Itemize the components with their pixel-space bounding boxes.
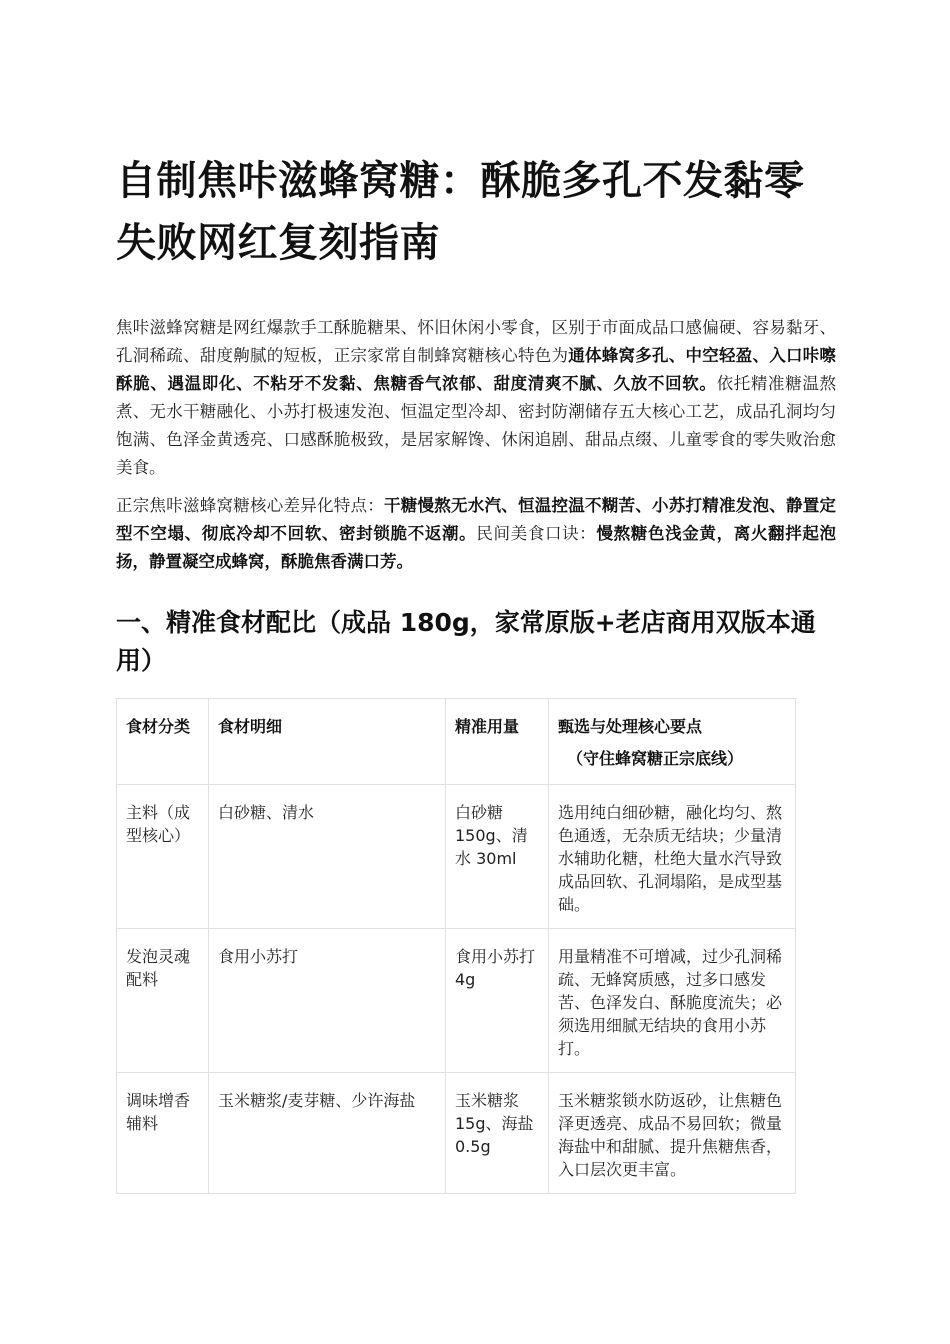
header-category: 食材分类	[117, 699, 209, 785]
cell-tips: 选用纯白细砂糖，融化均匀、熬色通透，无杂质无结块；少量清水辅助化糖，杜绝大量水汽导致成品回软、孔洞塌陷，是成型基础。	[549, 785, 796, 929]
document-title: 自制焦咔滋蜂窝糖：酥脆多孔不发黏零失败网红复刻指南	[116, 158, 805, 266]
intro-p1-text-c: 依托精准糖温熬煮、无水干糖融化、小苏打极速发泡、恒温定型冷却、密封防潮储存五大核心工艺，成品孔洞均匀饱满、色泽金黄透亮、口感酥脆极致，是居家解馋、休闲追剧、甜品点缀、儿童零食的零失败治愈美食。	[116, 374, 837, 477]
section-heading-ingredients: 一、精准食材配比（成品 180g，家常原版+老店商用双版本通用）	[116, 608, 816, 675]
cell-detail: 食用小苏打	[209, 929, 446, 1073]
table-row	[117, 929, 796, 1073]
cell-tips: 玉米糖浆锁水防返砂，让焦糖色泽更透亮、成品不易回软；微量海盐中和甜腻、提升焦糖焦香，入口层次更丰富。	[549, 1073, 796, 1194]
cell-amount: 玉米糖浆 15g、海盐 0.5g	[446, 1073, 549, 1194]
intro-p2-highlight-b: 慢熬糖色浅金黄，离火翻拌起泡扬，静置凝空成蜂窝，酥脆焦香满口芳。	[116, 524, 837, 571]
intro-paragraph-2	[116, 492, 836, 576]
cell-tips: 用量精准不可增减，过少孔洞稀疏、无蜂窝质感，过多口感发苦、色泽发白、酥脆度流失；必须选用细腻无结块的食用小苏打。	[549, 929, 796, 1073]
document-page	[116, 150, 836, 1194]
header-amount: 精准用量	[446, 699, 549, 785]
header-tips	[549, 699, 796, 785]
intro-section	[116, 314, 836, 576]
header-tips-sub: （守住蜂窝糖正宗底线）	[567, 749, 744, 768]
cell-amount: 白砂糖 150g、清水 30ml	[446, 785, 549, 929]
table-row	[117, 785, 796, 929]
header-tips-label: 甄选与处理核心要点	[558, 717, 703, 736]
cell-category: 主料（成型核心）	[117, 785, 209, 929]
intro-p2-highlight-a: 干糖慢熬无水汽、恒温控温不糊苦、小苏打精准发泡、静置定型不空塌、彻底冷却不回软、密封锁脆不返潮。	[116, 496, 836, 543]
intro-p1-highlight: 通体蜂窝多孔、中空轻盈、入口咔嚓酥脆、遇温即化、不粘牙不发黏、焦糖香气浓郁、甜度清爽不腻、久放不回软。	[116, 346, 836, 393]
intro-p2-text-c: 民间美食口诀：	[476, 524, 597, 543]
intro-p1-text-a: 焦咔滋蜂窝糖是网红爆款手工酥脆糖果、怀旧休闲小零食，区别于市面成品口感偏硬、容易黏牙、孔洞稀疏、甜度齁腻的短板，正宗家常自制蜂窝糖核心特色为	[116, 318, 836, 365]
cell-detail: 白砂糖、清水	[209, 785, 446, 929]
header-detail: 食材明细	[209, 699, 446, 785]
ingredient-table	[116, 698, 796, 1194]
intro-p2-text-a: 正宗焦咔滋蜂窝糖核心差异化特点：	[116, 496, 384, 515]
cell-category: 调味增香辅料	[117, 1073, 209, 1194]
intro-paragraph-1	[116, 314, 836, 482]
cell-category: 发泡灵魂配料	[117, 929, 209, 1073]
table-header-row	[117, 699, 796, 785]
cell-amount: 食用小苏打 4g	[446, 929, 549, 1073]
cell-detail: 玉米糖浆/麦芽糖、少许海盐	[209, 1073, 446, 1194]
table-row	[117, 1073, 796, 1194]
